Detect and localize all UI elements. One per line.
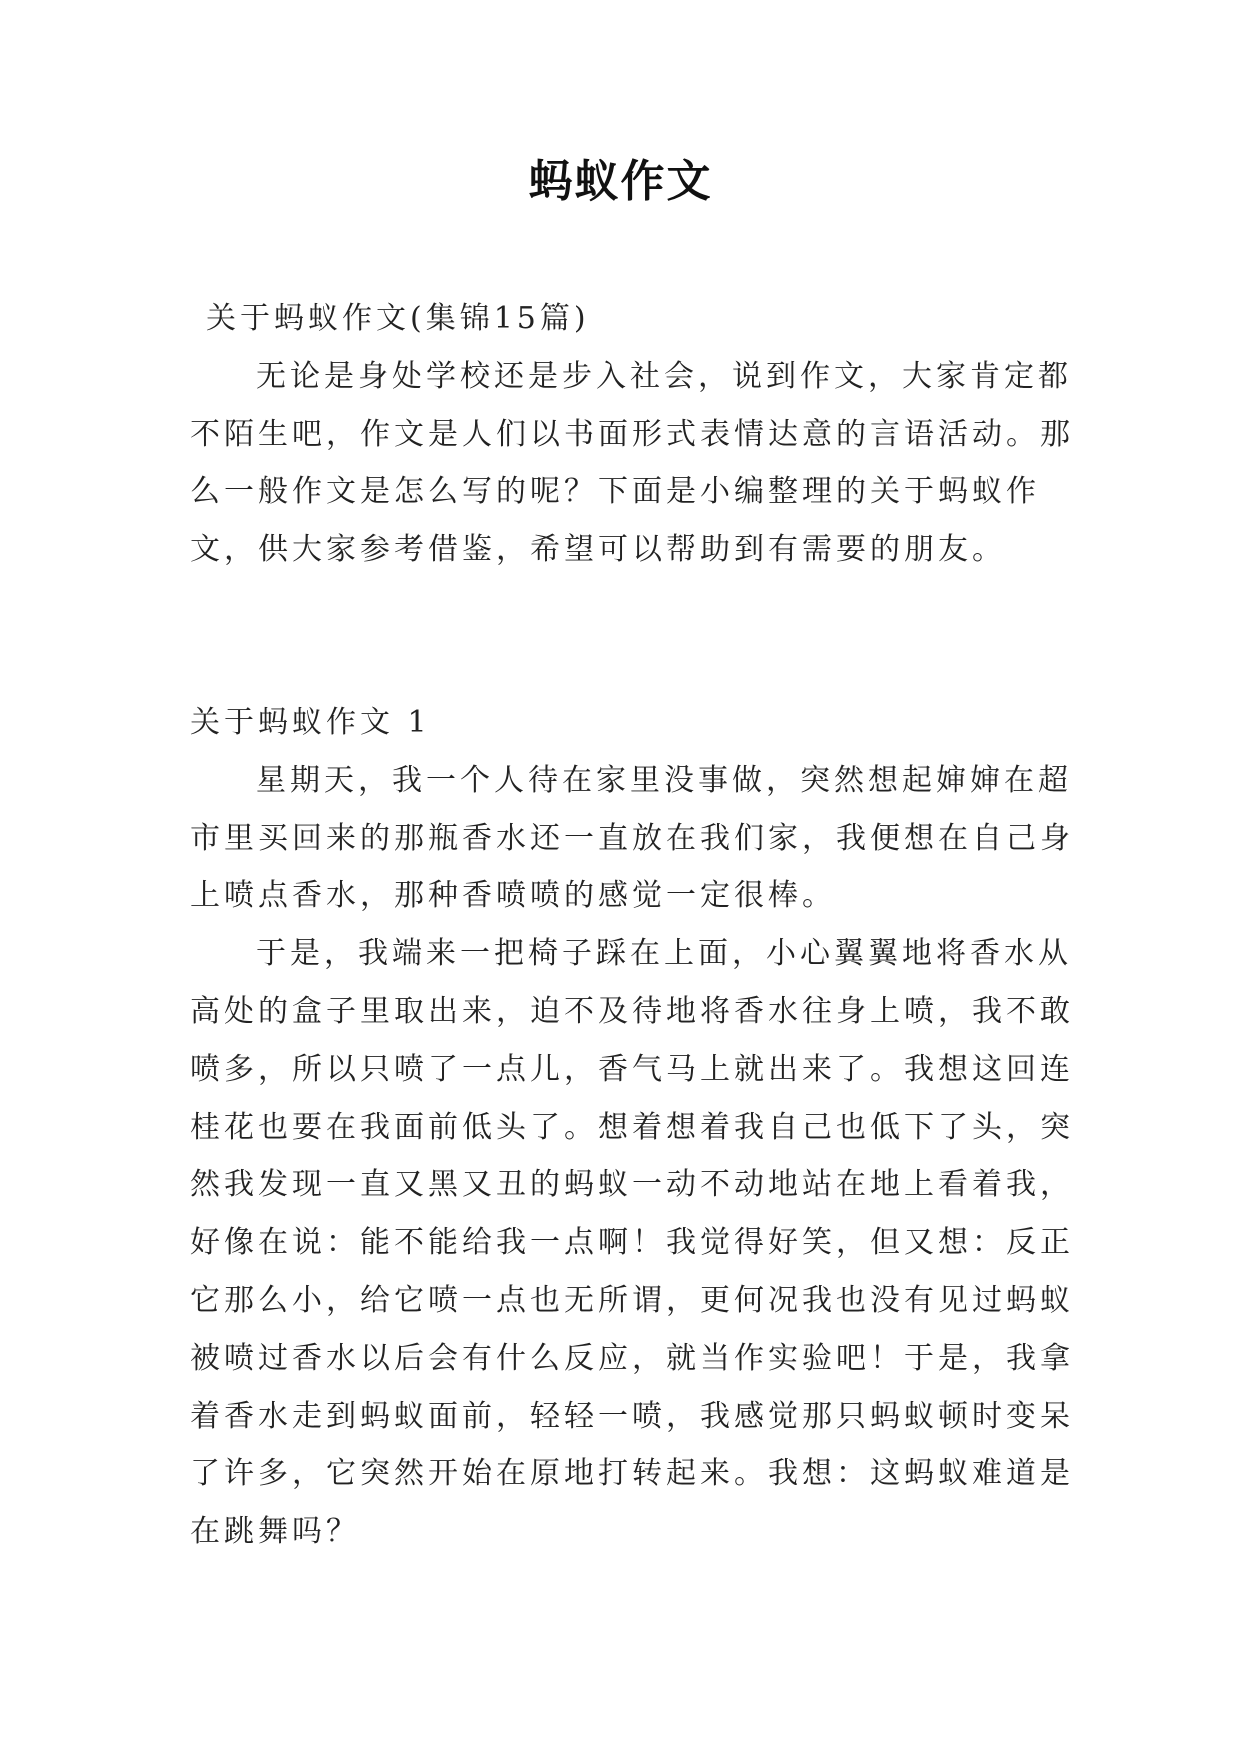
intro-paragraph bbox=[190, 348, 1074, 579]
paragraph-line: 市里买回来的那瓶香水还一直放在我们家，我便想在自己身 bbox=[190, 820, 1074, 856]
paragraph-line: 了许多，它突然开始在原地打转起来。我想：这蚂蚁难道是 bbox=[190, 1456, 1074, 1492]
intro-line: 不陌生吧，作文是人们以书面形式表情达意的言语活动。那 bbox=[190, 416, 1074, 452]
paragraph-2 bbox=[190, 925, 1074, 1561]
document-body bbox=[190, 290, 1074, 1561]
paragraph-line: 喷多，所以只喷了一点儿，香气马上就出来了。我想这回连 bbox=[190, 1051, 1074, 1087]
section-spacer bbox=[190, 579, 1060, 694]
paragraph-line: 在跳舞吗？ bbox=[190, 1514, 360, 1550]
document-title: 蚂蚁作文 bbox=[528, 156, 713, 207]
document-subtitle: 关于蚂蚁作文(集锦15篇) bbox=[206, 301, 590, 336]
intro-line: 么一般作文是怎么写的呢？下面是小编整理的关于蚂蚁作 bbox=[190, 474, 1040, 510]
paragraph-line: 于是，我端来一把椅子踩在上面，小心翼翼地将香水从 bbox=[256, 936, 1072, 972]
paragraph-1 bbox=[190, 752, 1074, 925]
paragraph-line: 被喷过香水以后会有什么反应，就当作实验吧！于是，我拿 bbox=[190, 1340, 1074, 1376]
paragraph-line: 它那么小，给它喷一点也无所谓，更何况我也没有见过蚂蚁 bbox=[190, 1282, 1074, 1318]
paragraph-line: 好像在说：能不能给我一点啊！我觉得好笑，但又想：反正 bbox=[190, 1225, 1074, 1261]
paragraph-line: 高处的盒子里取出来，迫不及待地将香水往身上喷，我不敢 bbox=[190, 993, 1074, 1029]
paragraph-line: 着香水走到蚂蚁面前，轻轻一喷，我感觉那只蚂蚁顿时变呆 bbox=[190, 1398, 1074, 1434]
intro-line: 无论是身处学校还是步入社会，说到作文，大家肯定都 bbox=[256, 358, 1072, 394]
section-heading: 关于蚂蚁作文 1 bbox=[190, 704, 431, 740]
paragraph-line: 然我发现一直又黑又丑的蚂蚁一动不动地站在地上看着我， bbox=[190, 1167, 1074, 1203]
paragraph-line: 桂花也要在我面前低头了。想着想着我自己也低下了头，突 bbox=[190, 1109, 1074, 1145]
paragraph-line: 星期天，我一个人待在家里没事做，突然想起婶婶在超 bbox=[256, 762, 1072, 798]
intro-line: 文，供大家参考借鉴，希望可以帮助到有需要的朋友。 bbox=[190, 532, 1006, 568]
paragraph-line: 上喷点香水，那种香喷喷的感觉一定很棒。 bbox=[190, 878, 836, 914]
